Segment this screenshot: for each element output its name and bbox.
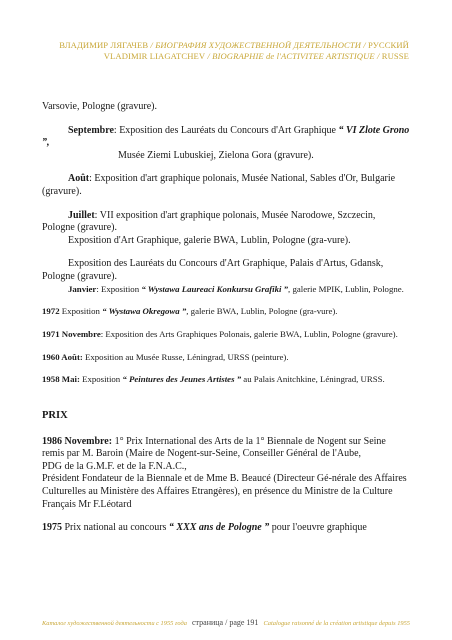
entry-text: : VII exposition d'art graphique polonais, Musée Narodowe, Szczecin, Pologne (gravure). [42, 209, 376, 234]
section-heading-prix: PRIX [42, 410, 68, 422]
page-number: страница / page 191 [192, 618, 259, 627]
header-author-fr: VLADIMIR LIAGATCHEV [103, 51, 206, 61]
entry-text: : Exposition d'art graphique polonais, Musée National, Sables d'Or, Bulgarie (gravure). [42, 173, 396, 197]
entry-month: Janvier [68, 283, 97, 294]
entry-continuation: Exposition d'Art Graphique, galerie BWA, Lublin, Pologne (gra-vure). [68, 234, 351, 246]
entry-text: : Exposition des Lauréats du Concours d'Art Graphique [113, 124, 339, 136]
exhibition-entry [42, 306, 410, 318]
prize-continuation: remis par M. Baroin (Maire de Nogent-sur-Seine, Conseiller Général de l'Aube, [42, 448, 362, 460]
entry-month: Mai: [59, 374, 80, 385]
running-header-russian [59, 40, 409, 50]
header-title-fr: BIOGRAPHIE de l'ACTIVITEE ARTISTIQUE [212, 51, 375, 61]
prize-continuation: PDG de la G.M.F. et de la F.N.A.C., [42, 460, 187, 472]
exhibition-entry: Exposition des Lauréats du Concours d'Art Graphique, Palais d'Artus, Gdansk, Pologne (gravure). [42, 258, 384, 282]
entry-year: 1960 [42, 351, 60, 362]
entry-title: “ XXX ans de Pologne ” [168, 522, 270, 534]
entry-month: Août: [59, 351, 83, 362]
exhibition-entry [42, 374, 410, 386]
entry-month: Juillet [68, 209, 95, 221]
entry-text: Exposition au Musée Russe, Léningrad, URSS (peinture). [82, 351, 289, 362]
entry-year: 1975 [42, 522, 62, 534]
entry-text: : Exposition [96, 283, 142, 294]
prize-entry [42, 522, 410, 535]
entry-year: 1958 [42, 374, 60, 385]
entry-year: 1986 Novembre: [42, 435, 113, 447]
entry-title: “ Wystawa Okregowa ” [102, 306, 187, 317]
footer-catalogue-fr: Catalogue raisonné de la création artistique depuis 1955 [263, 620, 410, 627]
header-author-ru: ВЛАДИМИР ЛЯГАЧЕВ [59, 40, 149, 50]
prize-entry [42, 436, 410, 449]
header-separator: / [148, 40, 156, 50]
entry-month: Novembre [59, 328, 101, 339]
exhibition-entry [42, 173, 410, 198]
exhibition-entry [42, 329, 410, 341]
exhibition-entry [42, 125, 410, 150]
exhibition-entry [42, 284, 410, 296]
running-header-french [104, 51, 409, 61]
entry-text: Prix national au concours [62, 522, 169, 534]
entry-year: 1971 [42, 328, 60, 339]
entry-month: Septembre [68, 124, 114, 136]
entry-text: Exposition [59, 306, 103, 317]
entry-text: Exposition [79, 374, 123, 385]
header-language-fr: RUSSE [381, 51, 409, 61]
header-separator: / [374, 51, 382, 61]
header-language-ru: РУССКИЙ [368, 40, 409, 50]
prize-continuation: Président Fondateur de la Biennale et de Mme B. Beaucé (Directeur Gé-nérale des Affaires Culturelles au Ministère des Affaires Etrangères), en présence du Ministre de la Culture Français Mr F.Léotard [42, 473, 407, 510]
exhibition-entry: Varsovie, Pologne (gravure). [42, 101, 157, 112]
header-separator: / [205, 51, 213, 61]
entry-year: 1972 [42, 306, 60, 317]
entry-text: au Palais Anitchkine, Léningrad, URSS. [241, 374, 385, 385]
footer-catalogue-ru: Каталог художественной деятельности с 1955 года [42, 620, 187, 627]
entry-text: , galerie MPIK, Lublin, Pologne. [288, 283, 404, 294]
entry-title: “ Peintures des Jeunes Artistes ” [122, 374, 242, 385]
entry-month: Août [68, 173, 90, 185]
header-separator: / [361, 40, 369, 50]
entry-continuation: Musée Ziemi Lubuskiej, Zielona Gora (gravure). [118, 149, 314, 161]
entry-title: “ Wystawa Laureaci Konkursu Grafiki ” [141, 283, 289, 294]
entry-text: pour l'oeuvre graphique [269, 522, 367, 534]
exhibition-entry [42, 210, 410, 235]
page-body [42, 101, 410, 535]
entry-title: “ VI Zlote Grono ”, [42, 124, 410, 149]
header-title-ru: БИОГРАФИЯ ХУДОЖЕСТВЕННОЙ ДЕЯТЕЛЬНОСТИ [155, 40, 362, 50]
entry-text: : Exposition des Arts Graphiques Polonais, galerie BWA, Lublin, Pologne (gravure). [100, 328, 398, 339]
entry-text: 1° Prix International des Arts de la 1° Biennale de Nogent sur Seine [112, 435, 386, 447]
exhibition-entry [42, 352, 410, 364]
entry-text: , galerie BWA, Lublin, Pologne (gra-vure). [186, 306, 338, 317]
